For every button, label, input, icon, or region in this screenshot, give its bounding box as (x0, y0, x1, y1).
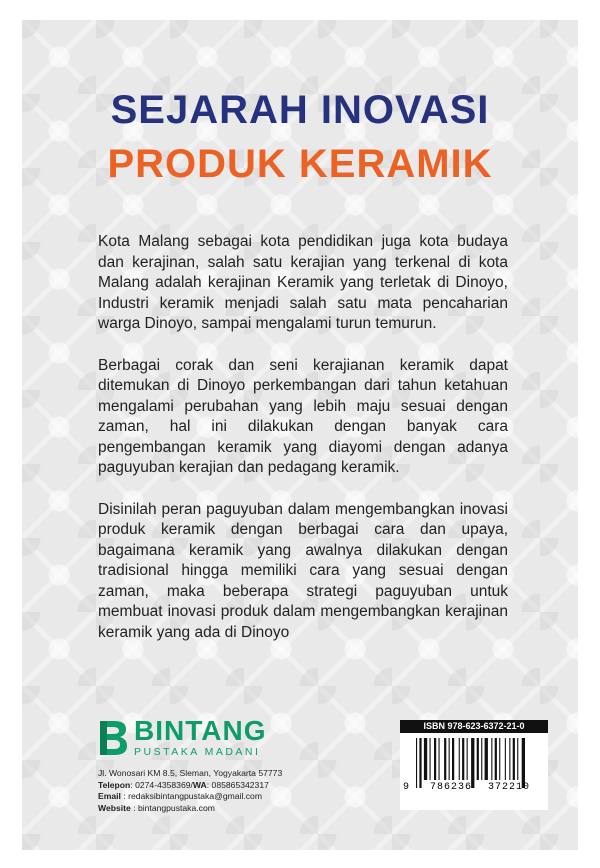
publisher-phone (98, 780, 318, 792)
publisher-email (98, 791, 318, 803)
email-label: Email (98, 791, 121, 801)
barcode-first-digit: 9 (403, 782, 410, 793)
phone-label: Telepon (98, 779, 131, 790)
title-line-2: PRODUK KERAMIK (107, 142, 493, 186)
publisher-block (98, 717, 318, 814)
isbn-label: ISBN 978-623-6372-21-0 (400, 720, 548, 733)
publisher-contact (98, 768, 318, 814)
publisher-address: Jl. Wonosari KM 8.5, Sleman, Yogyakarta 57773 (98, 768, 283, 778)
publisher-subname: PUSTAKA MADANI (134, 746, 261, 758)
title-line-1: SEJARAH INOVASI (110, 88, 490, 132)
publisher-website (98, 803, 318, 815)
email-value: : redaksibintangpustaka@gmail.com (123, 791, 262, 801)
isbn-barcode-block (400, 720, 548, 810)
website-value: : bintangpustaka.com (133, 802, 215, 813)
phone-value: : 0274-4358369/ (130, 779, 193, 790)
wa-label: WA (192, 779, 207, 790)
synopsis-paragraph-1: Kota Malang sebagai kota pendidikan juga kota budaya dan kerajinan, salah satu kerajian yang terkenal di kota Malang adalah kerajinan Keramik yang terletak di Dinoyo, Industri keramik menjadi salah satu mata pencaharian warga Dinoyo, sampai mengalami turun temurun. (98, 233, 508, 332)
wa-value: : 085865342317 (206, 779, 269, 790)
bintang-logo-icon (98, 719, 128, 757)
barcode-right-digits: 372210 (488, 782, 531, 793)
synopsis-paragraph-3: Disinilah peran paguyuban dalam mengembangkan inovasi produk keramik dengan berbagai cara dan upaya, bagaimana keramik yang awalnya dilakukan dengan tradisional hingga memiliki cara yang sesuai dengan zaman, maka beberapa strategi paguyuban untuk membuat inovasi produk dalam mengembangkan kerajinan keramik yang ada di Dinoyo (98, 500, 508, 641)
synopsis-paragraph-2: Berbagai corak dan seni kerajianan keramik dapat ditemukan di Dinoyo perkembangan dari tahun ketahuan mengalami perubahan yang lebih maju sesuai dengan zaman, hal ini dilakukan dengan banyak cara pengembangan keramik yang diayomi dengan adanya paguyuban kerajian dan pedagang keramik. (98, 356, 508, 476)
publisher-name: BINTANG (134, 715, 267, 746)
book-back-cover (22, 20, 578, 850)
barcode-left-digits: 786236 (430, 782, 473, 793)
publisher-logo (98, 717, 318, 758)
website-label: Website (98, 802, 131, 813)
synopsis (98, 232, 508, 664)
